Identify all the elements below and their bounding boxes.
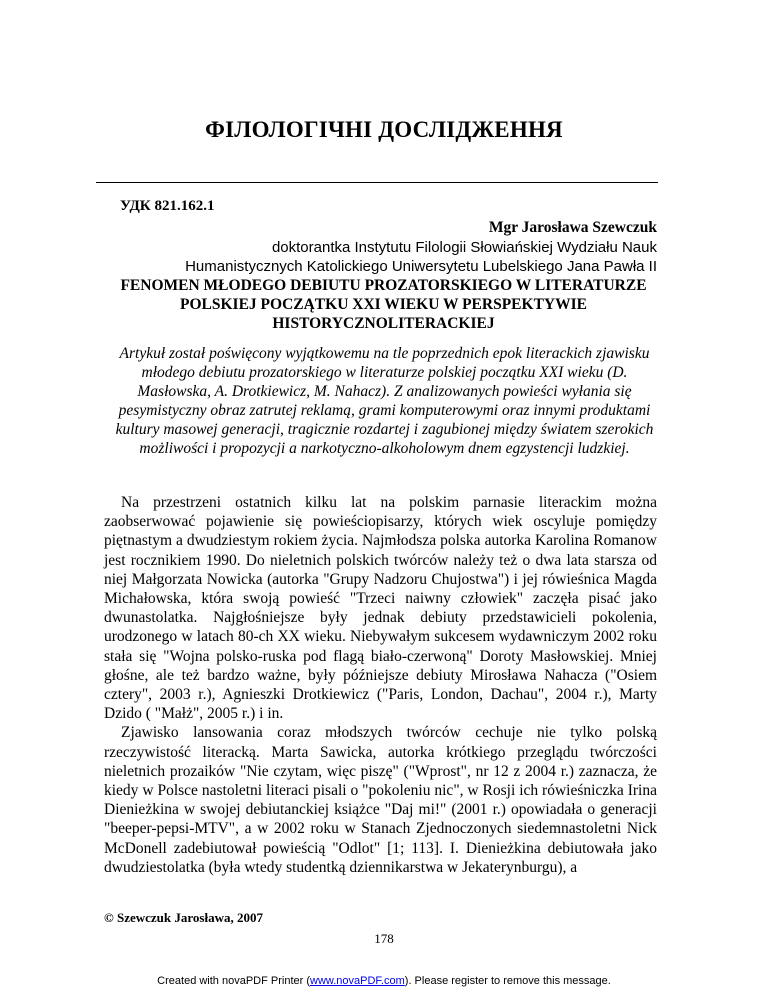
author-block: [110, 218, 657, 277]
page-number: 178: [374, 931, 394, 946]
footer-suffix: ). Please register to remove this message.: [404, 975, 611, 987]
footer-prefix: Created with novaPDF Printer (: [157, 975, 311, 987]
body-text: [104, 493, 657, 877]
body-paragraph-2: Zjawisko lansowania coraz młodszych twórców cechuje nie tylko polską rzeczywistość literacką. Marta Sawicka, autorka krótkiego przeglądu twórczości nieletnich prozaików "Nie czytam, więc piszę" ("Wprost", nr 12 z 2004 r.) zaznacza, że kiedy w Polsce nastoletni literaci pisali o "pokoleniu nic", w Rosji ich rówieśniczka Irina Dienieżkina w swojej debiutanckiej książce "Daj mi!" (2001 r.) opowiadała o generacji "beeper-pepsi-MTV", a w 2002 roku w Stanach Zjednoczonych siedemnastoletni Nick McDonell zadebiutował powieścią "Odlot" [1; 113]. I. Dienieżkina debiutowała jako dwudziestolatka (była wtedy studentką dziennikarstwa w Jekaterynburgu), a: [104, 724, 657, 876]
body-paragraph-1: Na przestrzeni ostatnich kilku lat na polskim parnasie literackim można zaobserwować pojawienie się powieściopisarzy, których wiek oscyluje pomiędzy piętnastym a dwudziestym rokiem życia. Najmłodsza polska autorka Karolina Romanow jest rocznikiem 1990. Do nieletnich polskich twórców należy też o dwa lata starsza od niej Małgorzata Nowicka (autorka "Grupy Nadzoru Chujostwa") i jej rówieśnica Magda Michałowska, która swoją powieść "Trzeci naiwny człowiek" zaczęła pisać jako dwunastolatka. Najgłośniejsze były jednak debiuty przedstawicieli pokolenia, urodzonego w latach 80-ch XX wieku. Niebywałym sukcesem wydawniczym 2002 roku stała się "Wojna polsko-ruska pod flagą biało-czerwoną" Doroty Masłowskiej. Mniej głośne, ale też bardzo ważne, były późniejsze debiuty Mirosława Nahacza ("Osiem cztery", 2003 r.), Agnieszki Drotkiewicz ("Paris, London, Dachau", 2004 r.), Marty Dzido ( "Małż", 2005 r.) i in.: [104, 494, 657, 723]
abstract: Artykuł został poświęcony wyjątkowemu na tle poprzednich epok literackich zjawisku młodego debiutu prozatorskiego w literaturze polskiej początku XXI wieku (D. Masłowska, A. Drotkiewicz, M. Nahacz). Z analizowanych powieści wyłania się pesymistyczny obraz zatrutej reklamą, grami komputerowymi oraz innymi produktami kultury masowej generacji, tragicznie rozdartej i zagubionej między światem szerokich możliwości i propozycji a narkotyczno-alkoholowym dnem egzystencji ludzkiej.: [115, 345, 654, 457]
article-title: FENOMEN MŁODEGO DEBIUTU PROZATORSKIEGO W LITERATURZE POLSKIEJ POCZĄTKU XXI WIEKU W PERSPEKTYWIE HISTORYCZNOLITERACKIEJ: [120, 277, 647, 332]
section-title: ФІЛОЛОГІЧНІ ДОСЛІДЖЕННЯ: [205, 117, 563, 142]
udc-code: УДК 821.162.1: [120, 198, 215, 214]
footer-link[interactable]: www.novaPDF.com: [310, 975, 405, 987]
header-rule: [96, 182, 658, 183]
author-affiliation-line2: Humanistycznych Katolickiego Uniwersytetu Lubelskiego Jana Pawła II: [185, 258, 657, 275]
pdf-printer-footer: [0, 975, 768, 987]
author-name: Mgr Jarosława Szewczuk: [488, 219, 657, 236]
copyright-line: © Szewczuk Jarosława, 2007: [104, 910, 263, 925]
author-affiliation-line1: doktorantka Instytutu Filologii Słowiańskiej Wydziału Nauk: [271, 238, 657, 256]
